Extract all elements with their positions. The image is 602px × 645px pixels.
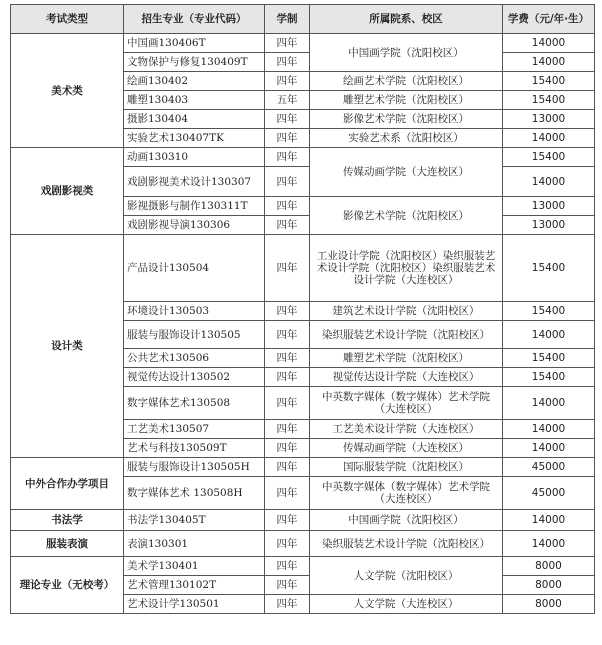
major-cell: 公共艺术130506 [124,349,265,368]
table-row [11,531,595,557]
college-cell: 实验艺术系（沈阳校区） [310,129,503,148]
fee-cell: 14000 [503,439,595,458]
major-cell: 视觉传达设计130502 [124,368,265,387]
college-cell: 人文学院（大连校区） [310,595,503,614]
fee-cell: 45000 [503,477,595,510]
fee-cell: 15400 [503,368,595,387]
duration-cell: 四年 [265,72,310,91]
category-cell: 设计类 [11,235,124,458]
duration-cell: 四年 [265,510,310,531]
duration-cell: 四年 [265,148,310,167]
category-cell: 戏剧影视类 [11,148,124,235]
table-row [11,235,595,302]
duration-cell: 四年 [265,477,310,510]
major-cell: 实验艺术130407TK [124,129,265,148]
college-cell: 建筑艺术设计学院（沈阳校区） [310,302,503,321]
category-cell: 理论专业（无校考） [11,557,124,614]
college-cell: 国际服装学院（沈阳校区） [310,458,503,477]
duration-cell: 四年 [265,458,310,477]
college-cell: 传媒动画学院（大连校区） [310,439,503,458]
college-cell: 中国画学院（沈阳校区） [310,510,503,531]
major-cell: 服装与服饰设计130505 [124,321,265,349]
duration-cell: 四年 [265,302,310,321]
major-cell: 书法学130405T [124,510,265,531]
tuition-table [10,4,595,614]
major-cell: 表演130301 [124,531,265,557]
table-row [11,510,595,531]
major-cell: 工艺美术130507 [124,420,265,439]
duration-cell: 四年 [265,34,310,53]
duration-cell: 四年 [265,110,310,129]
fee-cell: 13000 [503,197,595,216]
college-cell: 中英数字媒体（数字媒体）艺术学院（大连校区） [310,477,503,510]
college-cell: 染织服装艺术设计学院（沈阳校区） [310,531,503,557]
fee-cell: 14000 [503,34,595,53]
duration-cell: 五年 [265,91,310,110]
major-cell: 雕塑130403 [124,91,265,110]
fee-cell: 14000 [503,321,595,349]
major-cell: 美术学130401 [124,557,265,576]
duration-cell: 四年 [265,439,310,458]
header-college: 所属院系、校区 [310,5,503,34]
duration-cell: 四年 [265,420,310,439]
category-cell: 服装表演 [11,531,124,557]
major-cell: 戏剧影视美术设计130307 [124,167,265,197]
fee-cell: 8000 [503,595,595,614]
fee-cell: 14000 [503,167,595,197]
major-cell: 数字媒体艺术 130508H [124,477,265,510]
college-cell: 工业设计学院（沈阳校区）染织服装艺术设计学院（沈阳校区）染织服装艺术设计学院（大连校区） [310,235,503,302]
duration-cell: 四年 [265,197,310,216]
duration-cell: 四年 [265,557,310,576]
fee-cell: 14000 [503,387,595,420]
duration-cell: 四年 [265,53,310,72]
college-cell: 影像艺术学院（沈阳校区） [310,197,503,235]
duration-cell: 四年 [265,235,310,302]
table-row [11,148,595,167]
college-cell: 雕塑艺术学院（沈阳校区） [310,91,503,110]
major-cell: 产品设计130504 [124,235,265,302]
college-cell: 视觉传达设计学院（大连校区） [310,368,503,387]
fee-cell: 15400 [503,91,595,110]
college-cell: 影像艺术学院（沈阳校区） [310,110,503,129]
header-major: 招生专业（专业代码） [124,5,265,34]
table-row [11,557,595,576]
header-row [11,5,595,34]
college-cell: 雕塑艺术学院（沈阳校区） [310,349,503,368]
table-row [11,34,595,53]
duration-cell: 四年 [265,595,310,614]
major-cell: 环境设计130503 [124,302,265,321]
duration-cell: 四年 [265,216,310,235]
category-cell: 中外合作办学项目 [11,458,124,510]
major-cell: 数字媒体艺术130508 [124,387,265,420]
duration-cell: 四年 [265,321,310,349]
major-cell: 艺术与科技130509T [124,439,265,458]
fee-cell: 14000 [503,510,595,531]
college-cell: 传媒动画学院（大连校区） [310,148,503,197]
fee-cell: 14000 [503,53,595,72]
table-row [11,458,595,477]
major-cell: 服装与服饰设计130505H [124,458,265,477]
fee-cell: 13000 [503,110,595,129]
header-category: 考试类型 [11,5,124,34]
major-cell: 绘画130402 [124,72,265,91]
college-cell: 中国画学院（沈阳校区） [310,34,503,72]
duration-cell: 四年 [265,387,310,420]
fee-cell: 8000 [503,557,595,576]
major-cell: 中国画130406T [124,34,265,53]
duration-cell: 四年 [265,576,310,595]
college-cell: 工艺美术设计学院（大连校区） [310,420,503,439]
duration-cell: 四年 [265,129,310,148]
fee-cell: 15400 [503,349,595,368]
major-cell: 摄影130404 [124,110,265,129]
duration-cell: 四年 [265,531,310,557]
major-cell: 艺术设计学130501 [124,595,265,614]
college-cell: 中英数字媒体（数字媒体）艺术学院（大连校区） [310,387,503,420]
category-cell: 美术类 [11,34,124,148]
fee-cell: 15400 [503,235,595,302]
fee-cell: 14000 [503,420,595,439]
major-cell: 影视摄影与制作130311T [124,197,265,216]
fee-cell: 45000 [503,458,595,477]
college-cell: 染织服装艺术设计学院（沈阳校区） [310,321,503,349]
major-cell: 艺术管理130102T [124,576,265,595]
major-cell: 文物保护与修复130409T [124,53,265,72]
duration-cell: 四年 [265,349,310,368]
header-duration: 学制 [265,5,310,34]
category-cell: 书法学 [11,510,124,531]
fee-cell: 14000 [503,531,595,557]
college-cell: 绘画艺术学院（沈阳校区） [310,72,503,91]
fee-cell: 15400 [503,148,595,167]
fee-cell: 13000 [503,216,595,235]
duration-cell: 四年 [265,368,310,387]
fee-cell: 8000 [503,576,595,595]
college-cell: 人文学院（沈阳校区） [310,557,503,595]
duration-cell: 四年 [265,167,310,197]
fee-cell: 15400 [503,302,595,321]
fee-cell: 15400 [503,72,595,91]
header-fee: 学费（元/年·生） [503,5,595,34]
major-cell: 戏剧影视导演130306 [124,216,265,235]
fee-cell: 14000 [503,129,595,148]
major-cell: 动画130310 [124,148,265,167]
